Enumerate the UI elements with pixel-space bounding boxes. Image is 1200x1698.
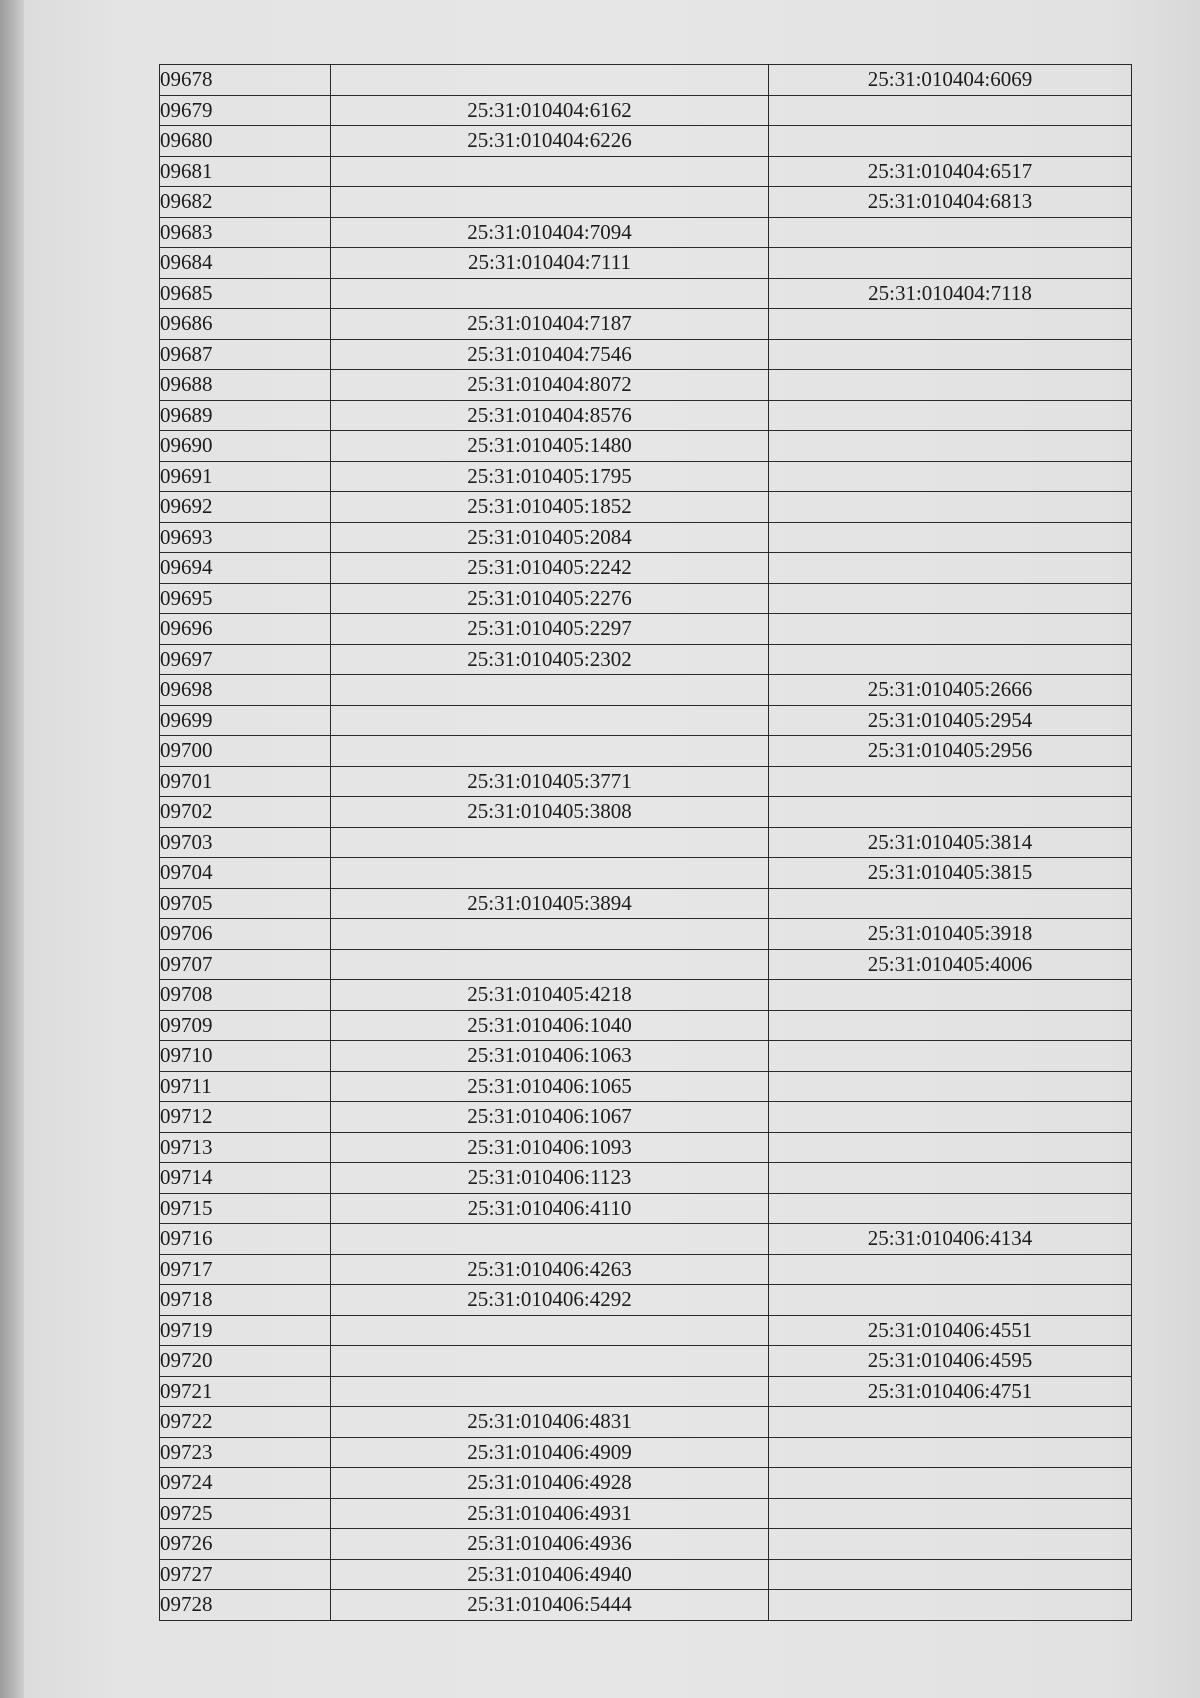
row-number-cell: 09710	[160, 1041, 331, 1072]
cadastral-number-cell-b: 25:31:010406:4595	[769, 1346, 1132, 1377]
cadastral-number-cell-b	[769, 553, 1132, 584]
row-number-cell: 09715	[160, 1193, 331, 1224]
table-row	[160, 644, 1132, 675]
row-number-cell: 09683	[160, 217, 331, 248]
cadastral-number-cell-b: 25:31:010405:2956	[769, 736, 1132, 767]
cadastral-number-cell-a: 25:31:010405:2302	[331, 644, 769, 675]
cadastral-number-cell-b	[769, 1010, 1132, 1041]
table-row	[160, 1346, 1132, 1377]
cadastral-number-cell-a: 25:31:010404:6226	[331, 126, 769, 157]
row-number-cell: 09724	[160, 1468, 331, 1499]
table-row	[160, 919, 1132, 950]
table-row	[160, 1193, 1132, 1224]
cadastral-number-cell-b	[769, 766, 1132, 797]
row-number-cell: 09714	[160, 1163, 331, 1194]
cadastral-number-cell-b	[769, 1071, 1132, 1102]
cadastral-number-cell-a	[331, 675, 769, 706]
cadastral-number-cell-a	[331, 827, 769, 858]
table-row	[160, 431, 1132, 462]
cadastral-number-cell-b	[769, 431, 1132, 462]
cadastral-number-cell-a	[331, 919, 769, 950]
cadastral-number-cell-b: 25:31:010405:3815	[769, 858, 1132, 889]
scan-left-edge	[0, 0, 24, 1698]
cadastral-number-cell-a: 25:31:010405:1795	[331, 461, 769, 492]
row-number-cell: 09709	[160, 1010, 331, 1041]
cadastral-number-cell-a: 25:31:010404:7094	[331, 217, 769, 248]
table-row	[160, 522, 1132, 553]
cadastral-number-cell-a	[331, 65, 769, 96]
table-row	[160, 1224, 1132, 1255]
cadastral-number-cell-a: 25:31:010405:1480	[331, 431, 769, 462]
table-row	[160, 1468, 1132, 1499]
row-number-cell: 09723	[160, 1437, 331, 1468]
row-number-cell: 09713	[160, 1132, 331, 1163]
cadastral-number-cell-b: 25:31:010405:2666	[769, 675, 1132, 706]
cadastral-number-cell-a: 25:31:010405:3771	[331, 766, 769, 797]
table-row	[160, 65, 1132, 96]
table-row	[160, 309, 1132, 340]
table-row	[160, 705, 1132, 736]
table-row	[160, 1163, 1132, 1194]
cadastral-number-cell-b	[769, 248, 1132, 279]
cadastral-number-cell-a	[331, 1224, 769, 1255]
cadastral-number-cell-a: 25:31:010406:4110	[331, 1193, 769, 1224]
table-row	[160, 217, 1132, 248]
cadastral-number-cell-b	[769, 217, 1132, 248]
cadastral-number-cell-a: 25:31:010404:6162	[331, 95, 769, 126]
row-number-cell: 09720	[160, 1346, 331, 1377]
table-row	[160, 1559, 1132, 1590]
table-row	[160, 1285, 1132, 1316]
row-number-cell: 09699	[160, 705, 331, 736]
table-row	[160, 370, 1132, 401]
cadastral-number-cell-a: 25:31:010404:7111	[331, 248, 769, 279]
cadastral-number-cell-a: 25:31:010406:4292	[331, 1285, 769, 1316]
table-row	[160, 1498, 1132, 1529]
row-number-cell: 09722	[160, 1407, 331, 1438]
cadastral-number-cell-b	[769, 126, 1132, 157]
table-row	[160, 248, 1132, 279]
cadastral-number-cell-a	[331, 736, 769, 767]
cadastral-number-cell-a	[331, 156, 769, 187]
cadastral-number-cell-b	[769, 522, 1132, 553]
table-row	[160, 1132, 1132, 1163]
row-number-cell: 09718	[160, 1285, 331, 1316]
cadastral-number-cell-a: 25:31:010406:1040	[331, 1010, 769, 1041]
row-number-cell: 09716	[160, 1224, 331, 1255]
row-number-cell: 09700	[160, 736, 331, 767]
table-row	[160, 858, 1132, 889]
table-row	[160, 278, 1132, 309]
cadastral-number-cell-b	[769, 644, 1132, 675]
row-number-cell: 09693	[160, 522, 331, 553]
row-number-cell: 09711	[160, 1071, 331, 1102]
cadastral-number-cell-b	[769, 1254, 1132, 1285]
table-row	[160, 888, 1132, 919]
table-row	[160, 1529, 1132, 1560]
cadastral-number-cell-a	[331, 705, 769, 736]
cadastral-number-cell-b	[769, 888, 1132, 919]
row-number-cell: 09680	[160, 126, 331, 157]
table-row	[160, 95, 1132, 126]
row-number-cell: 09725	[160, 1498, 331, 1529]
row-number-cell: 09717	[160, 1254, 331, 1285]
cadastral-number-cell-b	[769, 1590, 1132, 1621]
row-number-cell: 09708	[160, 980, 331, 1011]
row-number-cell: 09726	[160, 1529, 331, 1560]
row-number-cell: 09696	[160, 614, 331, 645]
cadastral-number-cell-b: 25:31:010404:7118	[769, 278, 1132, 309]
cadastral-number-cell-a: 25:31:010406:1067	[331, 1102, 769, 1133]
cadastral-number-cell-a: 25:31:010405:2276	[331, 583, 769, 614]
cadastral-number-cell-b	[769, 1407, 1132, 1438]
row-number-cell: 09681	[160, 156, 331, 187]
table-row	[160, 400, 1132, 431]
cadastral-number-cell-b	[769, 1041, 1132, 1072]
table-row	[160, 156, 1132, 187]
row-number-cell: 09698	[160, 675, 331, 706]
row-number-cell: 09684	[160, 248, 331, 279]
row-number-cell: 09707	[160, 949, 331, 980]
row-number-cell: 09695	[160, 583, 331, 614]
cadastral-number-cell-a: 25:31:010406:1123	[331, 1163, 769, 1194]
cadastral-number-cell-b	[769, 1285, 1132, 1316]
cadastral-number-cell-b	[769, 1102, 1132, 1133]
cadastral-number-cell-b: 25:31:010405:2954	[769, 705, 1132, 736]
table-row	[160, 675, 1132, 706]
cadastral-number-cell-a: 25:31:010406:1063	[331, 1041, 769, 1072]
cadastral-number-cell-a	[331, 1376, 769, 1407]
cadastral-number-cell-a	[331, 278, 769, 309]
cadastral-number-cell-a: 25:31:010405:4218	[331, 980, 769, 1011]
cadastral-number-cell-b	[769, 95, 1132, 126]
row-number-cell: 09678	[160, 65, 331, 96]
row-number-cell: 09721	[160, 1376, 331, 1407]
row-number-cell: 09692	[160, 492, 331, 523]
table-row	[160, 1071, 1132, 1102]
row-number-cell: 09689	[160, 400, 331, 431]
cadastral-number-cell-a: 25:31:010406:4909	[331, 1437, 769, 1468]
table-row	[160, 461, 1132, 492]
cadastral-number-cell-b	[769, 492, 1132, 523]
cadastral-number-cell-b	[769, 1132, 1132, 1163]
cadastral-number-cell-b	[769, 1529, 1132, 1560]
cadastral-number-cell-b	[769, 583, 1132, 614]
cadastral-number-cell-b	[769, 309, 1132, 340]
cadastral-number-cell-b	[769, 461, 1132, 492]
cadastral-number-cell-b: 25:31:010406:4551	[769, 1315, 1132, 1346]
cadastral-number-cell-a: 25:31:010405:1852	[331, 492, 769, 523]
cadastral-number-cell-a: 25:31:010406:4940	[331, 1559, 769, 1590]
cadastral-number-cell-b	[769, 1193, 1132, 1224]
row-number-cell: 09719	[160, 1315, 331, 1346]
cadastral-number-cell-a: 25:31:010404:7187	[331, 309, 769, 340]
cadastral-number-cell-b: 25:31:010405:4006	[769, 949, 1132, 980]
cadastral-number-cell-b	[769, 980, 1132, 1011]
cadastral-number-cell-b	[769, 1559, 1132, 1590]
cadastral-number-cell-a: 25:31:010406:1093	[331, 1132, 769, 1163]
table-row	[160, 583, 1132, 614]
row-number-cell: 09687	[160, 339, 331, 370]
cadastral-number-cell-b	[769, 1468, 1132, 1499]
cadastral-number-cell-a: 25:31:010405:2242	[331, 553, 769, 584]
cadastral-number-cell-b	[769, 1498, 1132, 1529]
cadastral-number-cell-a	[331, 187, 769, 218]
row-number-cell: 09691	[160, 461, 331, 492]
cadastral-number-cell-b	[769, 797, 1132, 828]
cadastral-number-cell-a	[331, 1315, 769, 1346]
cadastral-number-cell-a: 25:31:010404:7546	[331, 339, 769, 370]
table-row	[160, 187, 1132, 218]
cadastral-number-cell-a: 25:31:010406:5444	[331, 1590, 769, 1621]
table-row	[160, 1407, 1132, 1438]
row-number-cell: 09694	[160, 553, 331, 584]
cadastral-number-cell-a: 25:31:010405:3808	[331, 797, 769, 828]
table-row	[160, 766, 1132, 797]
table-row	[160, 827, 1132, 858]
cadastral-number-cell-a: 25:31:010404:8576	[331, 400, 769, 431]
cadastral-number-cell-a	[331, 1346, 769, 1377]
table-row	[160, 492, 1132, 523]
row-number-cell: 09697	[160, 644, 331, 675]
table-row	[160, 797, 1132, 828]
table-row	[160, 339, 1132, 370]
cadastral-number-cell-b	[769, 370, 1132, 401]
cadastral-table	[159, 64, 1132, 1621]
cadastral-number-cell-b: 25:31:010405:3918	[769, 919, 1132, 950]
cadastral-number-cell-a	[331, 949, 769, 980]
cadastral-number-cell-a: 25:31:010406:4936	[331, 1529, 769, 1560]
row-number-cell: 09682	[160, 187, 331, 218]
table-row	[160, 614, 1132, 645]
row-number-cell: 09702	[160, 797, 331, 828]
cadastral-number-cell-a: 25:31:010404:8072	[331, 370, 769, 401]
table-body	[160, 65, 1132, 1621]
cadastral-number-cell-a: 25:31:010406:4831	[331, 1407, 769, 1438]
cadastral-number-cell-b: 25:31:010405:3814	[769, 827, 1132, 858]
row-number-cell: 09701	[160, 766, 331, 797]
row-number-cell: 09705	[160, 888, 331, 919]
row-number-cell: 09706	[160, 919, 331, 950]
cadastral-number-cell-a: 25:31:010405:2084	[331, 522, 769, 553]
cadastral-number-cell-a: 25:31:010406:4928	[331, 1468, 769, 1499]
row-number-cell: 09728	[160, 1590, 331, 1621]
table-row	[160, 126, 1132, 157]
cadastral-number-cell-a	[331, 858, 769, 889]
cadastral-number-cell-b	[769, 339, 1132, 370]
row-number-cell: 09679	[160, 95, 331, 126]
cadastral-number-cell-a: 25:31:010405:2297	[331, 614, 769, 645]
cadastral-number-cell-a: 25:31:010406:4931	[331, 1498, 769, 1529]
row-number-cell: 09688	[160, 370, 331, 401]
table-row	[160, 1102, 1132, 1133]
row-number-cell: 09690	[160, 431, 331, 462]
cadastral-number-cell-b	[769, 400, 1132, 431]
cadastral-number-cell-a: 25:31:010406:1065	[331, 1071, 769, 1102]
cadastral-number-cell-a: 25:31:010406:4263	[331, 1254, 769, 1285]
cadastral-number-cell-b: 25:31:010404:6813	[769, 187, 1132, 218]
row-number-cell: 09686	[160, 309, 331, 340]
table-row	[160, 1254, 1132, 1285]
row-number-cell: 09727	[160, 1559, 331, 1590]
cadastral-number-cell-b	[769, 1163, 1132, 1194]
table-row	[160, 553, 1132, 584]
row-number-cell: 09712	[160, 1102, 331, 1133]
row-number-cell: 09685	[160, 278, 331, 309]
cadastral-number-cell-b: 25:31:010404:6069	[769, 65, 1132, 96]
table-row	[160, 1041, 1132, 1072]
table-row	[160, 1315, 1132, 1346]
cadastral-number-cell-b: 25:31:010406:4134	[769, 1224, 1132, 1255]
row-number-cell: 09703	[160, 827, 331, 858]
table-row	[160, 736, 1132, 767]
table-row	[160, 1010, 1132, 1041]
row-number-cell: 09704	[160, 858, 331, 889]
cadastral-number-cell-b: 25:31:010404:6517	[769, 156, 1132, 187]
cadastral-number-cell-b: 25:31:010406:4751	[769, 1376, 1132, 1407]
cadastral-number-cell-a: 25:31:010405:3894	[331, 888, 769, 919]
cadastral-number-cell-b	[769, 614, 1132, 645]
table-row	[160, 1590, 1132, 1621]
table-row	[160, 980, 1132, 1011]
table-row	[160, 1376, 1132, 1407]
table-row	[160, 1437, 1132, 1468]
cadastral-number-cell-b	[769, 1437, 1132, 1468]
table-row	[160, 949, 1132, 980]
